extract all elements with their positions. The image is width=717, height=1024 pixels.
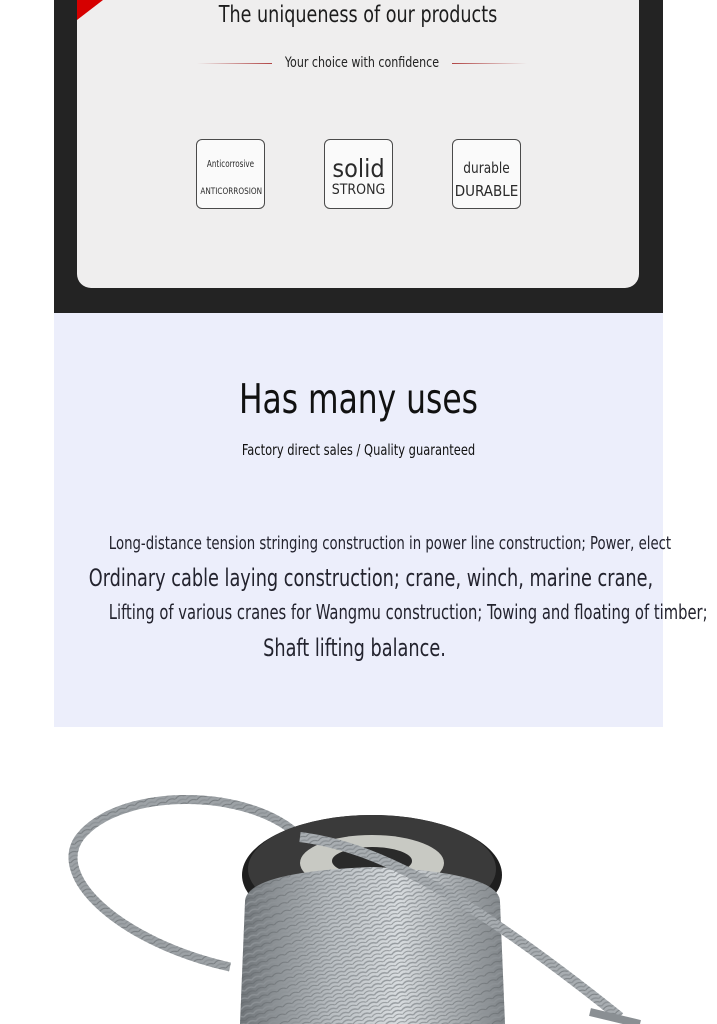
uniqueness-section (54, 0, 663, 313)
badge-top-text: durable (463, 159, 510, 177)
use-line: Ordinary cable laying construction; crane, winch, marine crane, (88, 564, 654, 592)
badge-anticorrosive (196, 139, 265, 209)
use-line: Long-distance tension stringing construction in power line construction; Power, elect (108, 533, 672, 554)
badge-solid (324, 139, 393, 209)
subtitle-row (197, 53, 527, 75)
uses-title: Has many uses (238, 375, 479, 423)
badge-bottom-text: ANTICORROSION (200, 187, 263, 197)
use-line: Lifting of various cranes for Wangmu construction; Towing and floating of timber; (108, 600, 708, 624)
badge-top-text: solid (332, 154, 385, 183)
badge-bottom-text: DURABLE (454, 182, 519, 200)
uses-section (54, 313, 708, 727)
uniqueness-subtitle: Your choice with confidence (284, 55, 440, 71)
wire-rope-spool-illustration (0, 727, 717, 1024)
badge-durable (452, 139, 521, 209)
divider-right (452, 63, 527, 64)
badge-top-text: Anticorrosive (206, 159, 255, 170)
uses-subtitle: Factory direct sales / Quality guaranteed (241, 441, 476, 459)
uniqueness-card (77, 0, 639, 288)
uniqueness-title: The uniqueness of our products (218, 2, 498, 28)
wire-rope-spool-image (0, 727, 717, 1024)
badge-bottom-text: STRONG (331, 182, 386, 198)
use-line: Shaft lifting balance. (263, 634, 446, 662)
red-corner-decoration (77, 0, 103, 20)
